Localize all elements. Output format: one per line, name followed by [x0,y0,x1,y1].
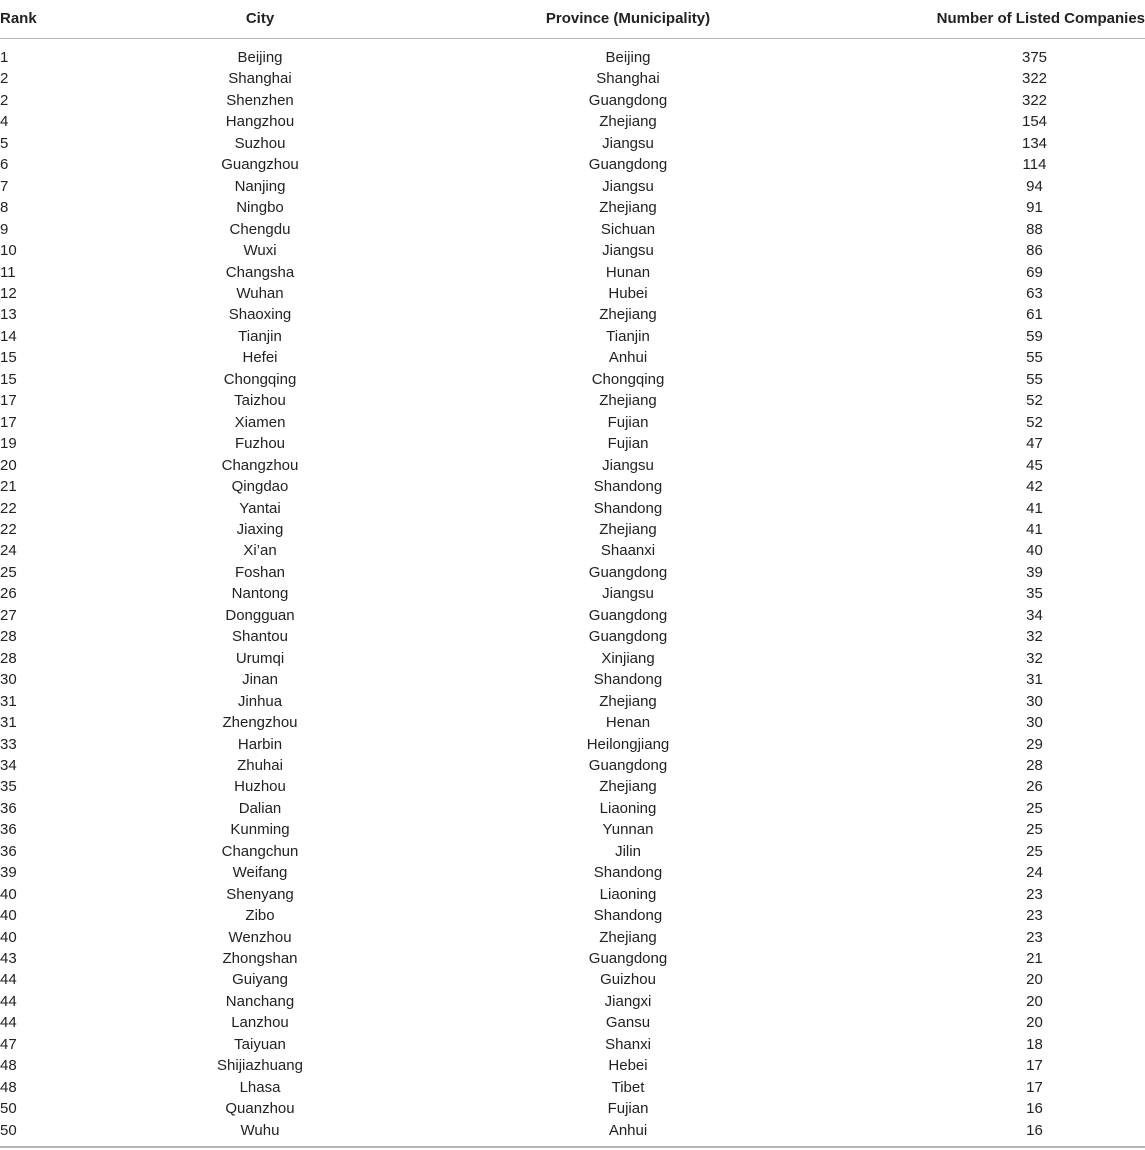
cell-city: Suzhou [234,134,286,152]
cell-city: Zhongshan [222,950,298,968]
cell-province: Shandong [593,499,663,517]
cell-listed-companies: 86 [1026,242,1043,260]
cell-city: Jiaxing [236,520,284,538]
cell-rank: 15 [0,370,17,388]
table-row [0,455,1145,476]
table-row [0,283,1145,304]
cell-province: Gansu [605,1014,651,1032]
cell-city: Wuhu [240,1121,280,1139]
cell-province: Jiangsu [602,242,654,260]
cell-rank: 47 [0,1035,17,1053]
cell-province: Shandong [593,671,663,689]
cell-city: Dalian [238,799,282,817]
cell-listed-companies: 32 [1026,628,1043,646]
table-row [0,1077,1145,1098]
table-bottom-rule [0,1146,1145,1148]
cell-listed-companies: 23 [1026,928,1043,946]
table-row [0,969,1145,990]
table-row [0,326,1145,347]
header-city: City [160,0,422,38]
cell-city: Lanzhou [231,1014,289,1032]
table-row [0,90,1145,111]
cell-listed-companies: 55 [1026,349,1043,367]
cell-province: Guangdong [588,156,668,174]
cell-listed-companies: 24 [1026,864,1043,882]
cell-listed-companies: 26 [1026,778,1043,796]
table-row [0,755,1145,776]
cell-city: Chengdu [229,220,291,238]
table-row [0,734,1145,755]
cell-city: Urumqi [235,649,285,667]
cell-province: Zhejiang [599,199,657,217]
cell-listed-companies: 69 [1026,263,1043,281]
cell-rank: 44 [0,1014,17,1032]
cell-listed-companies: 16 [1026,1100,1043,1118]
cell-rank: 33 [0,735,17,753]
table-row [0,1055,1145,1076]
cell-province: Guizhou [600,971,656,989]
cell-rank: 21 [0,478,17,496]
table-row [0,776,1145,797]
cell-province: Shanxi [605,1035,651,1053]
table-row [0,669,1145,690]
cell-rank: 11 [0,263,16,281]
cell-city: Tianjin [238,327,282,345]
cell-city: Weifang [232,864,288,882]
cell-city: Wuxi [243,242,277,260]
cell-city: Foshan [234,563,286,581]
cell-rank: 17 [0,413,17,431]
cell-province: Sichuan [600,220,656,238]
cell-listed-companies: 20 [1026,992,1043,1010]
cell-listed-companies: 375 [1021,49,1048,66]
cell-rank: 1 [0,49,9,66]
cell-rank: 40 [0,907,17,925]
cell-listed-companies: 34 [1026,606,1043,624]
cell-listed-companies: 29 [1026,735,1043,753]
cell-listed-companies: 52 [1026,392,1043,410]
cell-province: Hebei [608,1057,648,1075]
table-row [0,862,1145,883]
cell-city: Wuhan [236,284,284,302]
cell-city: Guiyang [232,971,288,989]
cell-city: Wenzhou [228,928,292,946]
table-row [0,412,1145,433]
table-row [0,991,1145,1012]
cell-city: Hangzhou [225,113,295,131]
cell-city: Jinan [242,671,278,689]
cell-province: Guangdong [588,91,668,109]
cell-province: Liaoning [599,799,657,817]
cell-city: Zhengzhou [222,714,298,732]
cell-rank: 5 [0,134,9,152]
table-row [0,519,1145,540]
cell-rank: 44 [0,971,17,989]
table-row [0,605,1145,626]
table-row [0,540,1145,561]
cell-listed-companies: 47 [1026,435,1043,453]
cell-province: Fujian [607,413,649,431]
table-row [0,948,1145,969]
table-row [0,905,1145,926]
cell-listed-companies: 21 [1026,950,1043,968]
cell-rank: 10 [0,242,17,260]
header-spacer [0,38,1145,47]
cell-listed-companies: 322 [1021,70,1048,88]
cell-city: Jinhua [237,692,283,710]
cell-province: Liaoning [599,885,657,903]
cell-city: Xiamen [234,413,286,431]
cell-rank: 25 [0,563,17,581]
cell-rank: 40 [0,885,17,903]
cell-city: Kunming [230,821,290,839]
cell-listed-companies: 23 [1026,885,1043,903]
cell-listed-companies: 94 [1026,177,1043,195]
cell-rank: 8 [0,199,9,217]
cell-listed-companies: 20 [1026,971,1043,989]
cell-province: Yunnan [602,821,654,839]
cell-rank: 43 [0,950,17,968]
cell-city: Shaoxing [228,306,292,324]
cell-province: Anhui [608,349,648,367]
cell-listed-companies: 59 [1026,327,1043,345]
cell-rank: 15 [0,349,17,367]
cell-listed-companies: 52 [1026,413,1043,431]
cell-city: Qingdao [231,478,289,496]
table-row [0,1012,1145,1033]
table-row [0,498,1145,519]
cell-province: Xinjiang [601,649,655,667]
table-row [0,476,1145,497]
cell-rank: 22 [0,499,17,517]
cell-listed-companies: 42 [1026,478,1043,496]
cell-listed-companies: 35 [1026,585,1043,603]
cell-province: Hubei [608,284,648,302]
cell-listed-companies: 18 [1026,1035,1043,1053]
table-row [0,884,1145,905]
cell-listed-companies: 55 [1026,370,1043,388]
cell-city: Nantong [231,585,289,603]
cell-rank: 2 [0,70,9,88]
table-row [0,262,1145,283]
header-rank: Rank [0,0,160,38]
cell-rank: 12 [0,284,17,302]
cell-rank: 28 [0,628,17,646]
cell-rank: 20 [0,456,17,474]
header-province: Province (Municipality) [422,0,834,38]
cell-city: Yantai [239,499,281,517]
table-row [0,927,1145,948]
table-row [0,197,1145,218]
cell-province: Tianjin [606,327,650,345]
cell-listed-companies: 45 [1026,456,1043,474]
cell-rank: 14 [0,327,17,345]
cell-listed-companies: 40 [1026,542,1043,560]
table-row [0,176,1145,197]
cell-listed-companies: 39 [1026,563,1043,581]
cell-city: Shenzhen [226,91,294,109]
cell-listed-companies: 25 [1026,842,1043,860]
cell-listed-companies: 25 [1026,821,1043,839]
header-listed-companies: Number of Listed Companies [834,0,1145,38]
table-row [0,712,1145,733]
cell-listed-companies: 322 [1021,91,1048,109]
table-row [0,841,1145,862]
cell-listed-companies: 88 [1026,220,1043,238]
cell-city: Changsha [225,263,295,281]
cell-listed-companies: 28 [1026,756,1043,774]
cell-province: Jiangsu [602,585,654,603]
cell-city: Chongqing [223,370,297,388]
cell-listed-companies: 25 [1026,799,1043,817]
table-row [0,433,1145,454]
cell-rank: 26 [0,585,17,603]
cell-rank: 50 [0,1100,17,1118]
cell-rank: 48 [0,1078,17,1096]
cell-listed-companies: 134 [1021,134,1048,152]
table-row [0,219,1145,240]
cell-listed-companies: 17 [1026,1057,1043,1075]
cell-province: Guangdong [588,563,668,581]
cell-listed-companies: 41 [1026,499,1043,517]
cell-province: Fujian [607,435,649,453]
cell-listed-companies: 41 [1026,520,1043,538]
cell-rank: 31 [0,692,17,710]
cell-rank: 7 [0,177,9,195]
cell-city: Shanghai [228,70,292,88]
cell-province: Zhejiang [599,392,657,410]
cell-listed-companies: 17 [1026,1078,1043,1096]
cell-rank: 36 [0,821,17,839]
cell-listed-companies: 154 [1021,113,1048,131]
cell-listed-companies: 30 [1026,692,1043,710]
cell-city: Hefei [242,349,278,367]
cell-province: Hunan [605,263,651,281]
cell-rank: 17 [0,392,17,410]
table-row [0,691,1145,712]
cell-province: Shaanxi [600,542,656,560]
cell-city: Harbin [237,735,283,753]
cell-province: Anhui [608,1121,648,1139]
cell-province: Guangdong [588,606,668,624]
cell-city: Quanzhou [225,1100,295,1118]
table-row [0,583,1145,604]
cell-listed-companies: 61 [1026,306,1043,324]
cell-city: Fuzhou [234,435,286,453]
cell-province: Guangdong [588,628,668,646]
cell-rank: 35 [0,778,17,796]
table-row [0,1098,1145,1119]
cell-city: Taizhou [234,392,286,410]
table-row [0,1120,1145,1141]
cell-province: Guangdong [588,950,668,968]
cell-province: Zhejiang [599,692,657,710]
cell-city: Nanjing [234,177,286,195]
cell-province: Jiangsu [602,177,654,195]
cell-rank: 48 [0,1057,17,1075]
cell-rank: 36 [0,842,17,860]
cell-city: Taiyuan [234,1035,286,1053]
table-row [0,347,1145,368]
cell-rank: 34 [0,756,17,774]
cell-province: Jilin [615,842,641,860]
cell-city: Zibo [245,907,275,925]
table-row [0,68,1145,89]
table-body [0,47,1145,1141]
table-row [0,111,1145,132]
table-row [0,133,1145,154]
cell-listed-companies: 20 [1026,1014,1043,1032]
table-row [0,304,1145,325]
cell-rank: 2 [0,91,9,109]
cell-province: Henan [605,714,651,732]
cell-rank: 13 [0,306,17,324]
cell-province: Heilongjiang [586,735,670,753]
cell-province: Zhejiang [599,928,657,946]
table-header [0,0,1145,47]
cell-listed-companies: 30 [1026,714,1043,732]
cell-city: Changzhou [221,456,299,474]
cell-rank: 50 [0,1121,17,1139]
cell-province: Fujian [607,1100,649,1118]
cell-province: Shanghai [596,70,660,88]
table-row [0,154,1145,175]
cell-city: Huzhou [234,778,286,796]
cell-city: Guangzhou [221,156,299,174]
cell-listed-companies: 114 [1022,156,1047,174]
table-row [0,798,1145,819]
cell-city: Xi’an [243,542,277,560]
table-row [0,369,1145,390]
cell-province: Jiangsu [602,456,654,474]
cell-province: Chongqing [591,370,665,388]
cell-rank: 30 [0,671,17,689]
cell-rank: 24 [0,542,17,560]
cell-province: Shandong [593,907,663,925]
cell-city: Beijing [237,49,283,66]
cell-province: Zhejiang [599,113,657,131]
cell-rank: 39 [0,864,17,882]
header-row [0,0,1145,38]
cell-rank: 36 [0,799,17,817]
cell-listed-companies: 16 [1026,1121,1043,1139]
cell-city: Ningbo [236,199,284,217]
table-row [0,626,1145,647]
cell-rank: 28 [0,649,17,667]
cell-city: Shenyang [226,885,294,903]
cell-province: Tibet [611,1078,645,1096]
cell-city: Shantou [232,628,288,646]
cell-city: Shijiazhuang [217,1057,303,1075]
table-row [0,562,1145,583]
cell-province: Jiangxi [604,992,652,1010]
cell-listed-companies: 63 [1026,284,1043,302]
cell-rank: 22 [0,520,17,538]
cell-rank: 9 [0,220,9,238]
table-row [0,47,1145,68]
cell-listed-companies: 31 [1026,671,1043,689]
cell-province: Zhejiang [599,520,657,538]
cell-rank: 40 [0,928,17,946]
cell-listed-companies: 91 [1026,199,1043,217]
cell-province: Beijing [605,49,651,66]
table-row [0,648,1145,669]
cell-province: Zhejiang [599,306,657,324]
cell-rank: 6 [0,156,9,174]
cell-rank: 44 [0,992,17,1010]
cell-rank: 31 [0,714,17,732]
cell-city: Nanchang [225,992,295,1010]
cell-rank: 4 [0,113,9,131]
table-row [0,819,1145,840]
cell-province: Jiangsu [602,134,654,152]
cell-listed-companies: 23 [1026,907,1043,925]
cell-rank: 27 [0,606,17,624]
table-row [0,390,1145,411]
cell-city: Dongguan [225,606,295,624]
cell-city: Changchun [221,842,299,860]
cell-province: Zhejiang [599,778,657,796]
cell-province: Shandong [593,478,663,496]
cell-rank: 19 [0,435,17,453]
cell-city: Lhasa [239,1078,281,1096]
cell-province: Guangdong [588,756,668,774]
cell-province: Shandong [593,864,663,882]
cell-city: Zhuhai [237,756,283,774]
table-row [0,1034,1145,1055]
table-row [0,240,1145,261]
cell-listed-companies: 32 [1026,649,1043,667]
